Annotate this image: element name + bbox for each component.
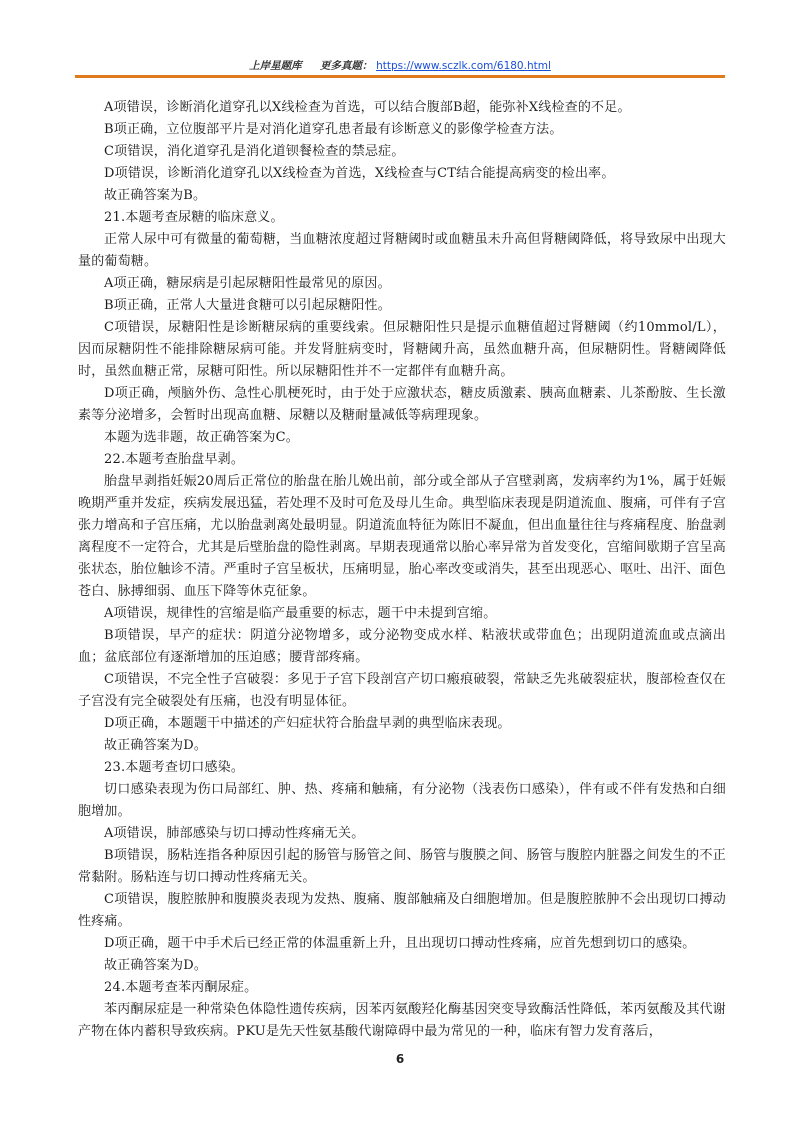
page-number: 6 (395, 1052, 405, 1066)
paragraph: 胎盘早剥指妊娠20周后正常位的胎盘在胎儿娩出前，部分或全部从子宫壁剥离，发病率约为1%，属于妊娠晚期严重并发症，疾病发展迅猛，若处理不及时可危及母儿生命。典型临床表现是阴道流血、腹痛，可伴有子宫张力增高和子宫压痛，尤以胎盘剥离处最明显。阴道流血特征为陈旧不凝血，但出血量往往与疼痛程度、胎盘剥离程度不一定符合，尤其是后壁胎盘的隐性剥离。早期表现通常以胎心率异常为首发变化，宫缩间歇期子宫呈高张状态，胎位触诊不清。严重时子宫呈板状，压痛明显，胎心率改变或消失，甚至出现恶心、呕吐、出汗、面色苍白、脉搏细弱、血压下降等休克征象。 (78, 474, 726, 599)
paragraph: 苯丙酮尿症是一种常染色体隐性遗传疾病，因苯丙氨酸羟化酶基因突变导致酶活性降低，苯丙氨酸及其代谢产物在体内蓄积导致疾病。PKU是先天性氨基酸代谢障碍中最为常见的一种，临床有智力发育落后， (78, 1002, 726, 1039)
paragraph: 故正确答案为D。 (104, 738, 208, 753)
paragraph: A项正确，糖尿病是引起尿糖阳性最常见的原因。 (104, 276, 391, 291)
header-more-label: 更多真题： (319, 60, 373, 72)
paragraph: 故正确答案为D。 (104, 958, 208, 973)
paragraph: A项错误，规律性的宫缩是临产最重要的标志，题干中未提到宫缩。 (104, 606, 497, 621)
paragraph: 正常人尿中可有微量的葡萄糖，当血糖浓度超过肾糖阈时或血糖虽未升高但肾糖阈降低，将导致尿中出现大量的葡萄糖。 (78, 232, 726, 269)
page-header (75, 58, 725, 73)
paragraph: A项错误，诊断消化道穿孔以X线检查为首选，可以结合腹部B超，能弥补X线检查的不足。 (104, 100, 631, 115)
paragraph: B项错误，肠粘连指各种原因引起的肠管与肠管之间、肠管与腹膜之间、肠管与腹腔内脏器之间发生的不正常黏附。肠粘连与切口搏动性疼痛无关。 (78, 848, 726, 885)
paragraph: C项错误，消化道穿孔是消化道钡餐检查的禁忌症。 (104, 144, 405, 159)
question-heading: 22.本题考查胎盘早剥。 (104, 452, 245, 467)
paragraph: B项正确，正常人大量进食糖可以引起尿糖阳性。 (104, 298, 391, 313)
header-url-link[interactable]: https://www.sczlk.com/6180.html (376, 60, 551, 72)
paragraph: 本题为选非题，故正确答案为C。 (104, 430, 299, 445)
paragraph: B项正确，立位腹部平片是对消化道穿孔患者最有诊断意义的影像学检查方法。 (104, 122, 563, 137)
header-divider (75, 75, 725, 78)
paragraph: C项错误，不完全性子宫破裂：多见于子宫下段剖宫产切口瘢痕破裂，常缺乏先兆破裂症状，腹部检查仅在子宫没有完全破裂处有压痛，也没有明显体征。 (78, 672, 726, 709)
question-heading: 23.本题考查切口感染。 (104, 760, 245, 775)
paragraph: D项正确，本题题干中描述的产妇症状符合胎盘早剥的典型临床表现。 (104, 716, 511, 731)
paragraph: C项错误，腹腔脓肿和腹膜炎表现为发热、腹痛、腹部触痛及白细胞增加。但是腹腔脓肿不会出现切口搏动性疼痛。 (78, 892, 726, 929)
paragraph: C项错误，尿糖阳性是诊断糖尿病的重要线索。但尿糖阳性只是提示血糖值超过肾糖阈（约10mmol/L），因而尿糖阴性不能排除糖尿病可能。并发肾脏病变时，肾糖阈升高，虽然血糖升高，但尿糖阴性。肾糖阈降低时，虽然血糖正常，尿糖可阳性。所以尿糖阳性并不一定都伴有血糖升高。 (78, 320, 726, 379)
question-heading: 24.本题考查苯丙酮尿症。 (104, 980, 258, 995)
paragraph: D项正确，题干中手术后已经正常的体温重新上升，且出现切口搏动性疼痛，应首先想到切口的感染。 (104, 936, 696, 951)
document-body (78, 97, 726, 1043)
paragraph: A项错误，肺部感染与切口搏动性疼痛无关。 (104, 826, 365, 841)
paragraph: 故正确答案为B。 (104, 188, 207, 203)
header-site-name: 上岸星题库 (249, 60, 302, 72)
paragraph: D项正确，颅脑外伤、急性心肌梗死时，由于处于应激状态，糖皮质激素、胰高血糖素、儿茶酚胺、生长激素等分泌增多，会暂时出现高血糖、尿糖以及糖耐量减低等病理现象。 (78, 386, 726, 423)
paragraph: D项错误，诊断消化道穿孔以X线检查为首选，X线检查与CT结合能提高病变的检出率。 (104, 166, 615, 181)
paragraph: 切口感染表现为伤口局部红、肿、热、疼痛和触痛，有分泌物（浅表伤口感染），伴有或不伴有发热和白细胞增加。 (78, 782, 726, 819)
paragraph: B项错误，早产的症状：阴道分泌物增多，或分泌物变成水样、粘液状或带血色；出现阴道流血或点滴出血；盆底部位有逐渐增加的压迫感；腰背部疼痛。 (78, 628, 726, 665)
question-heading: 21.本题考查尿糖的临床意义。 (104, 210, 284, 225)
